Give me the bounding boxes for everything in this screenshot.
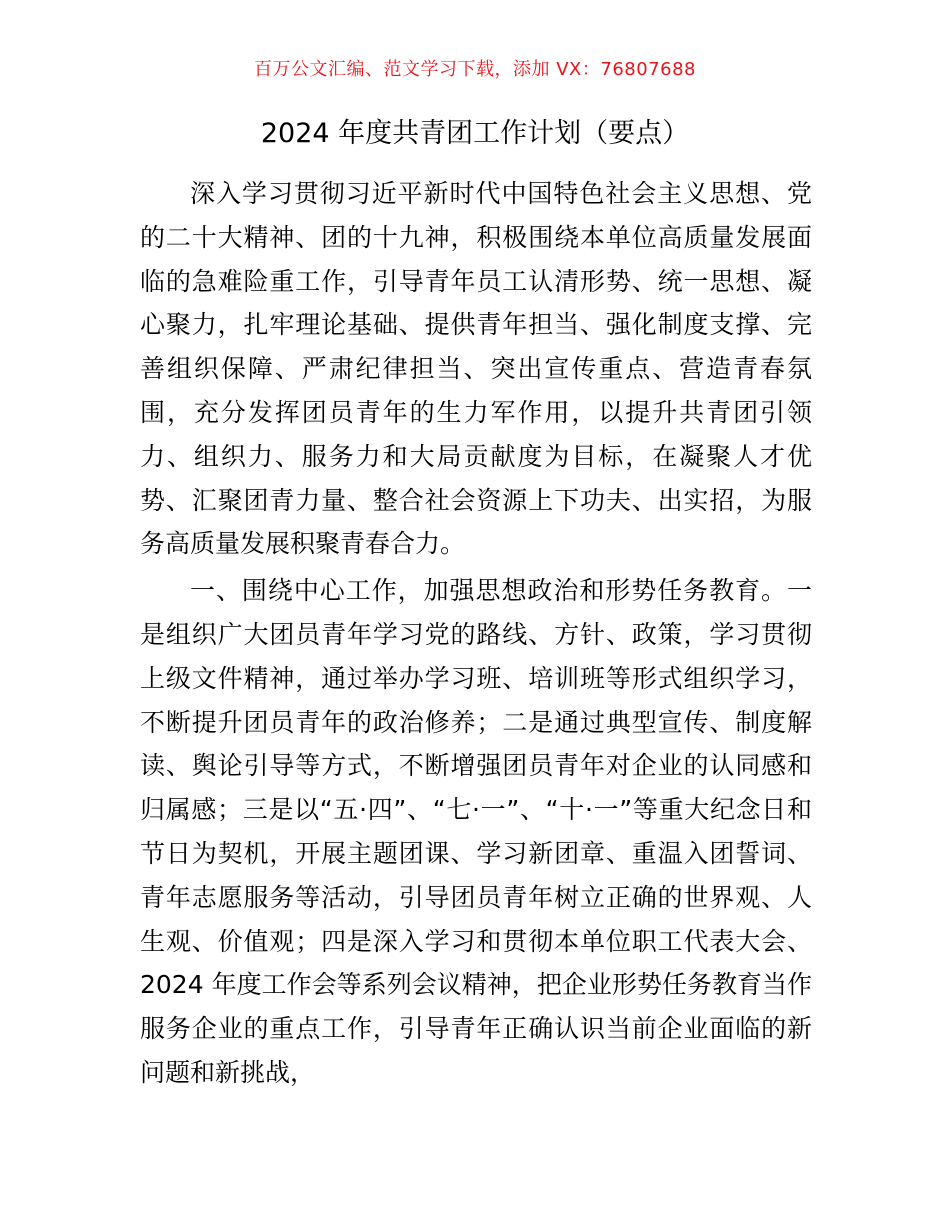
document-body	[140, 172, 812, 1095]
watermark-banner: 百万公文汇编、范文学习下载，添加 VX：76807688	[254, 59, 696, 80]
paragraph-section-1: 一、围绕中心工作，加强思想政治和形势任务教育。一是组织广大团员青年学习党的路线、方针、政策，学习贯彻上级文件精神，通过举办学习班、培训班等形式组织学习，不断提升团员青年的政治修养；二是通过典型宣传、制度解读、舆论引导等方式，不断增强团员青年对企业的认同感和归属感；三是以“五·四”、“七·一”、“十·一”等重大纪念日和节日为契机，开展主题团课、学习新团章、重温入团誓词、青年志愿服务等活动，引导团员青年树立正确的世界观、人生观、价值观；四是深入学习和贯彻本单位职工代表大会、2024 年度工作会等系列会议精神，把企业形势任务教育当作服务企业的重点工作，引导青年正确认识当前企业面临的新问题和新挑战，	[140, 576, 812, 1087]
document-title: 2024 年度共青团工作计划（要点）	[260, 118, 690, 149]
paragraph-intro: 深入学习贯彻习近平新时代中国特色社会主义思想、党的二十大精神、团的十九神，积极围绕本单位高质量发展面临的急难险重工作，引导青年员工认清形势、统一思想、凝心聚力，扎牢理论基础、提供青年担当、强化制度支撑、完善组织保障、严肃纪律担当、突出宣传重点、营造青春氛围，充分发挥团员青年的生力军作用，以提升共青团引领力、组织力、服务力和大局贡献度为目标，在凝聚人才优势、汇聚团青力量、整合社会资源上下功夫、出实招，为服务高质量发展积聚青春合力。	[140, 179, 812, 559]
